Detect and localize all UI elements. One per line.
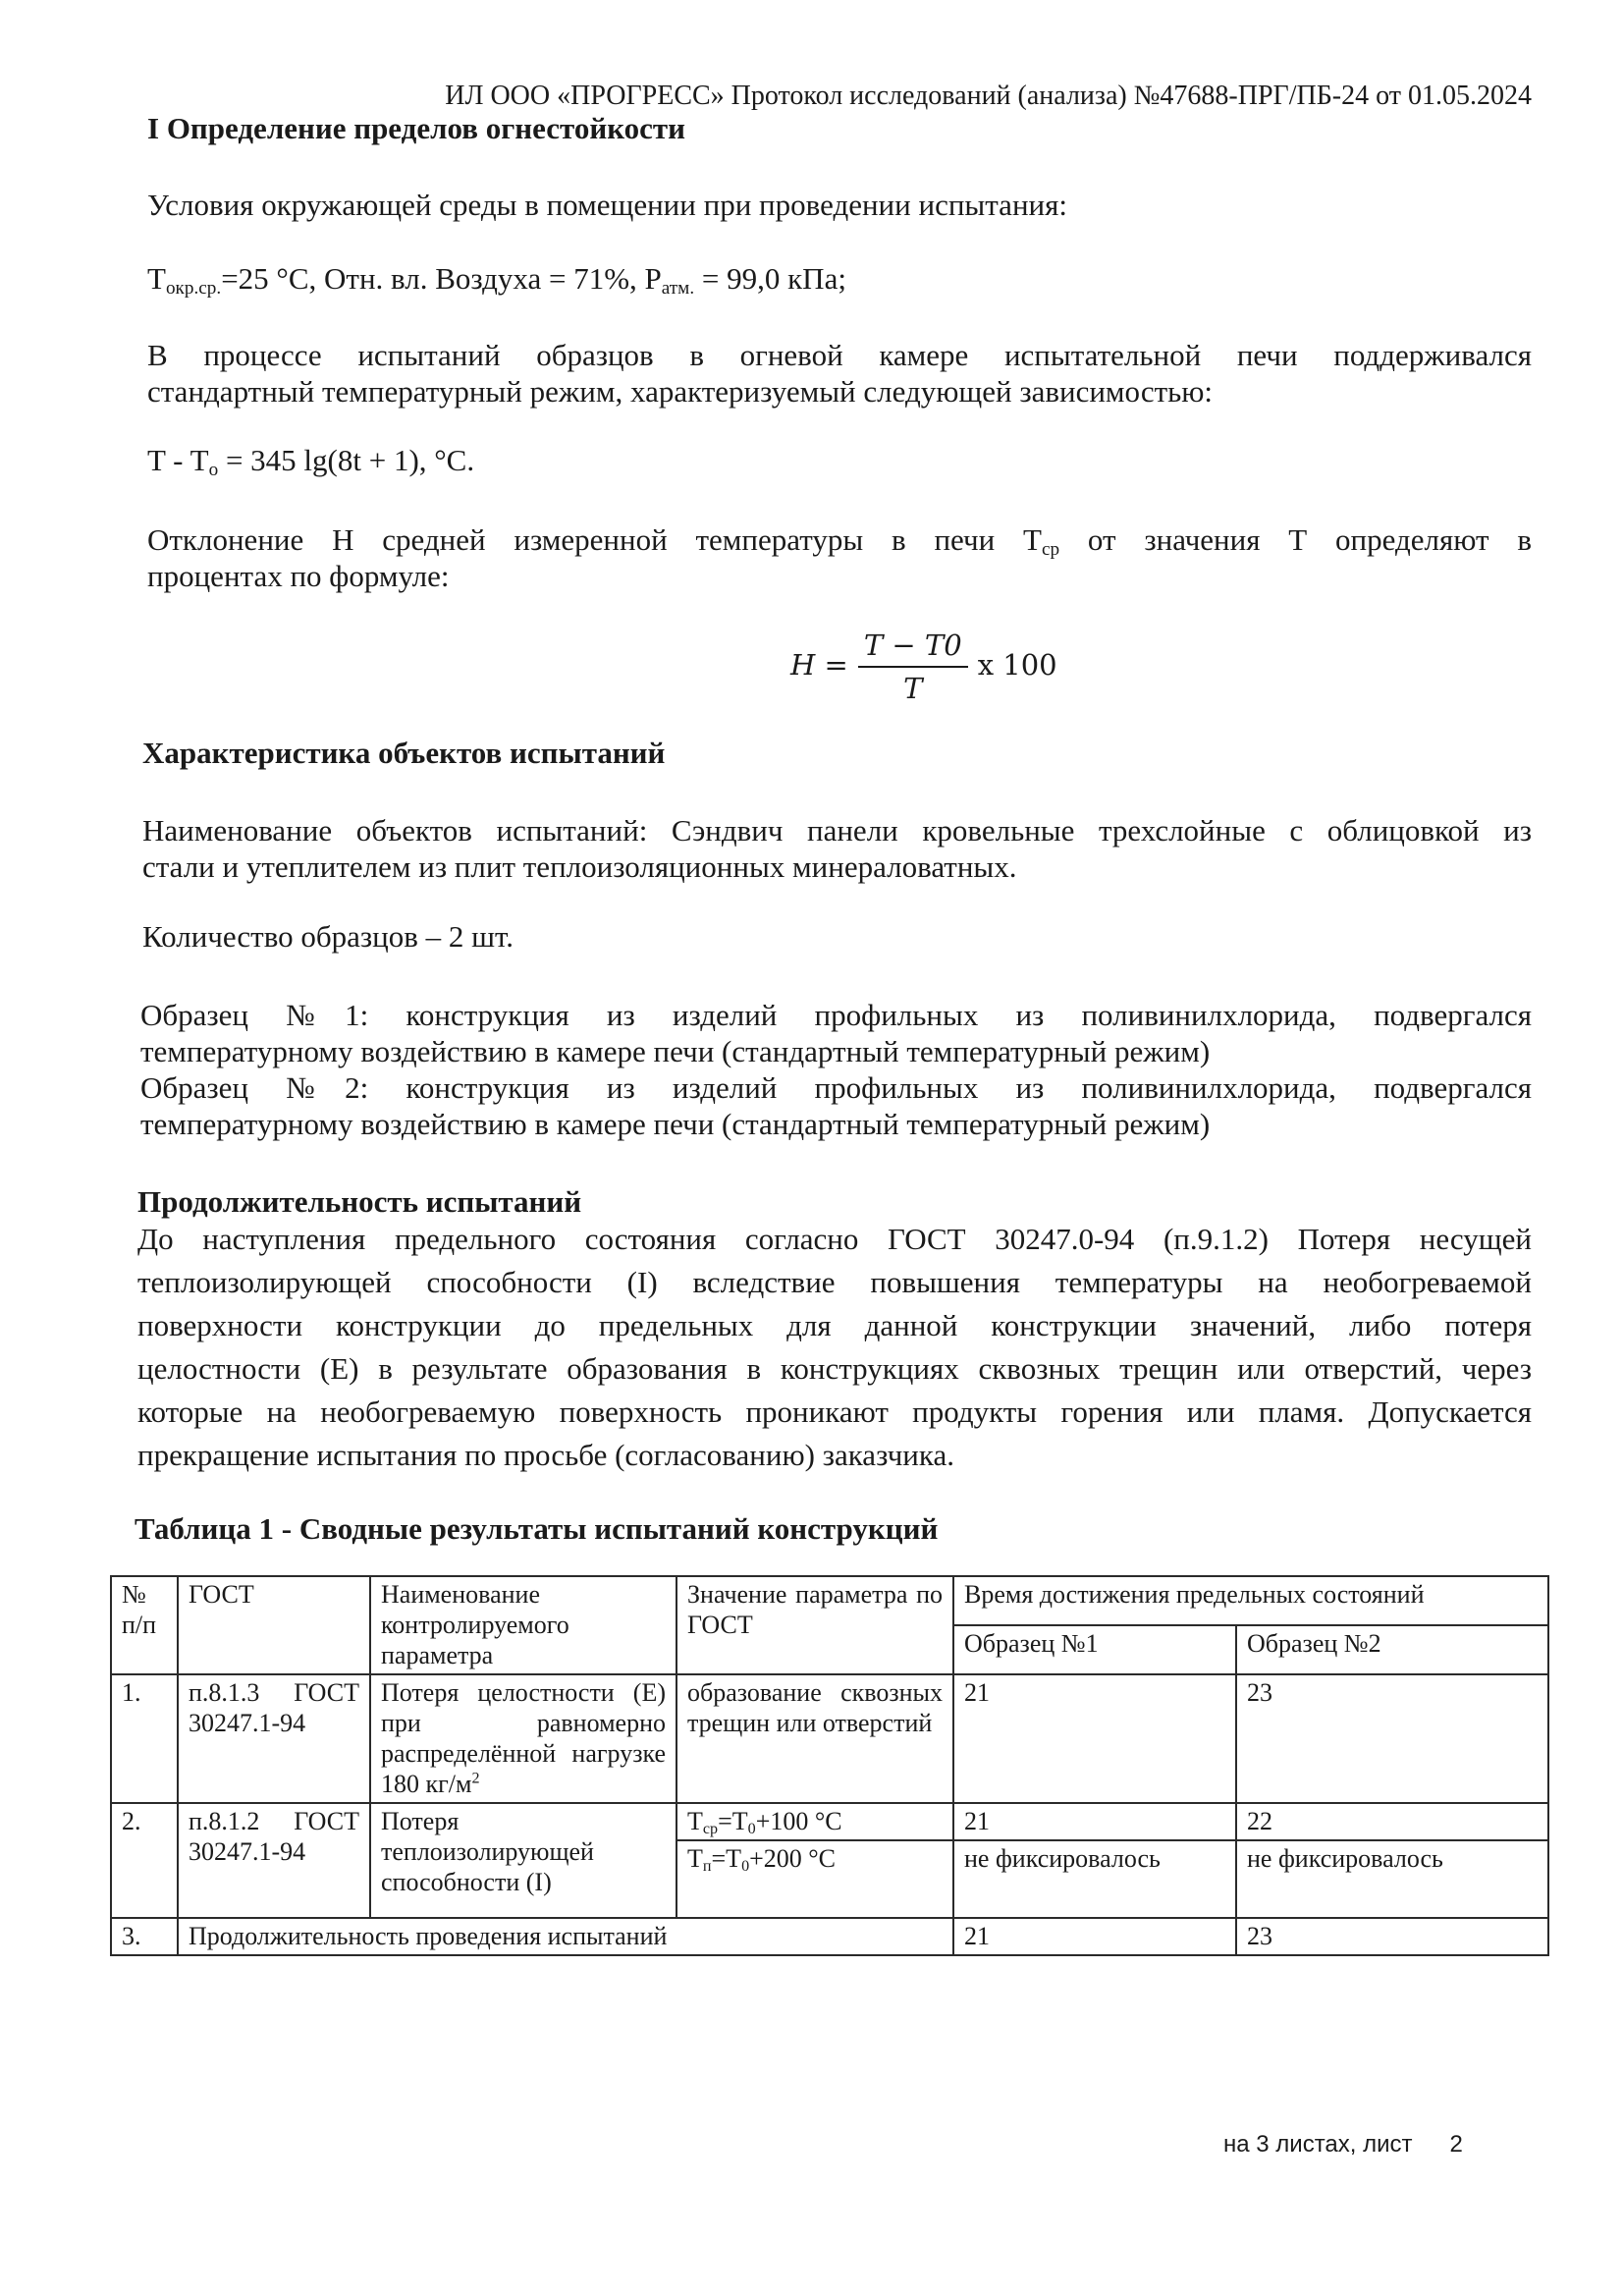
duration-line-5: которые на необогреваемую поверхность проникают продукты горения или пламя. Допускается	[137, 1394, 1532, 1429]
row3-label: Продолжительность проведения испытаний	[178, 1918, 953, 1955]
environment-intro: Условия окружающей среды в помещении при проведении испытания:	[147, 188, 1067, 222]
samples-description	[140, 997, 1532, 1142]
table-row	[111, 1803, 1548, 1840]
deviation-paragraph	[147, 521, 1532, 594]
deviation-formula	[790, 629, 1057, 705]
regime-paragraph	[147, 337, 1532, 410]
table-header-row	[111, 1576, 1548, 1625]
row2-value-1: $T_{ср}=T_0+100$ °С	[676, 1803, 953, 1840]
formula-fraction	[858, 629, 968, 705]
duration-line-1: До наступления предельного состояния согласно ГОСТ 30247.0-94 (п.9.1.2) Потеря несущей	[137, 1222, 1532, 1256]
sample-2-line-2: температурному воздействию в камере печи (стандартный температурный режим)	[140, 1107, 1211, 1141]
header-time: Время достижения предельных состояний	[953, 1576, 1548, 1625]
table-row	[111, 1674, 1548, 1803]
object-name-line-2: стали и утеплителем из плит теплоизоляционных минераловатных.	[142, 849, 1017, 884]
row1-value: образование сквозных трещин или отверстий	[676, 1674, 953, 1803]
header-num: № п/п	[111, 1576, 178, 1674]
object-name-line-1: Наименование объектов испытаний: Сэндвич панели кровельные трехслойные с облицовкой из	[142, 813, 1532, 847]
row2-num: 2.	[111, 1803, 178, 1918]
duration-paragraph	[137, 1218, 1532, 1477]
row2-sample-2-a: 22	[1236, 1803, 1548, 1840]
regime-line-1: В процессе испытаний образцов в огневой камере испытательной печи поддерживался	[147, 338, 1532, 372]
sample-1-line-2: температурному воздействию в камере печи (стандартный температурный режим)	[140, 1034, 1211, 1068]
header-value: Значение параметра по ГОСТ	[676, 1576, 953, 1674]
results-table	[110, 1575, 1549, 1956]
row2-param: Потеря теплоизолирующей способности (I)	[370, 1803, 676, 1918]
row1-sample-1: 21	[953, 1674, 1236, 1803]
header-param: Наименование контролируемого параметра	[370, 1576, 676, 1674]
object-name-paragraph	[142, 812, 1532, 885]
row3-num: 3.	[111, 1918, 178, 1955]
footer-page-number: 2	[1449, 2131, 1463, 2158]
row3-sample-1: 21	[953, 1918, 1236, 1955]
deviation-line-2: процентах по формуле:	[147, 559, 450, 593]
row1-num: 1.	[111, 1674, 178, 1803]
row3-sample-2: 23	[1236, 1918, 1548, 1955]
section-title-duration: Продолжительность испытаний	[137, 1184, 582, 1219]
sample-2-line-1: Образец №2: конструкция из изделий профильных из поливинилхлорида, подвергался	[140, 1070, 1532, 1105]
table-row	[111, 1918, 1548, 1955]
row1-sample-2: 23	[1236, 1674, 1548, 1803]
formula-lhs: H =	[790, 648, 848, 682]
duration-line-6: прекращение испытания по просьбе (согласованию) заказчика.	[137, 1438, 954, 1472]
footer-sheets: на 3 листах, лист	[1223, 2131, 1413, 2158]
header-sample-1: Образец №1	[953, 1625, 1236, 1674]
header-sample-2: Образец №2	[1236, 1625, 1548, 1674]
sample-1-line-1: Образец №1: конструкция из изделий профильных из поливинилхлорида, подвергался	[140, 998, 1532, 1032]
row2-gost: п.8.1.2 ГОСТ 30247.1-94	[178, 1803, 370, 1918]
row1-gost: п.8.1.3 ГОСТ 30247.1-94	[178, 1674, 370, 1803]
temperature-equation: $T - T_o = 345$ lg(8t + 1), °C.	[147, 443, 475, 480]
row2-sample-1-a: 21	[953, 1803, 1236, 1840]
section-title-fire-resistance: I Определение пределов огнестойкости	[147, 111, 686, 145]
duration-line-2: теплоизолирующей способности (I) вследствие повышения температуры на необогреваемой	[137, 1265, 1532, 1299]
formula-rhs: x 100	[977, 648, 1057, 682]
sample-count: Количество образцов – 2 шт.	[142, 919, 514, 954]
row2-sample-2-b: не фиксировалось	[1236, 1840, 1548, 1918]
row2-sample-1-b: не фиксировалось	[953, 1840, 1236, 1918]
table-caption: Таблица 1 - Сводные результаты испытаний конструкций	[135, 1511, 939, 1546]
row1-param: Потеря целостности (Е) при равномерно распределённой нагрузке 180 $кг/м^2$	[370, 1674, 676, 1803]
header-gost: ГОСТ	[178, 1576, 370, 1674]
duration-line-4: целостности (Е) в результате образования в конструкциях сквозных трещин или отверстий, через	[137, 1351, 1532, 1386]
formula-denominator: T	[903, 672, 923, 705]
formula-numerator: T − T0	[858, 629, 968, 668]
section-title-objects: Характеристика объектов испытаний	[142, 736, 666, 770]
environment-conditions: $Т_{окр.ср.}=25$ °С, Отн. вл. Воздуха = 71%, $Р_{атм.} = 99,0$ кПа;	[147, 261, 846, 299]
page-footer	[1223, 2131, 1463, 2159]
row2-value-2: $T_п=T_0+200$ °С	[676, 1840, 953, 1918]
duration-line-3: поверхности конструкции до предельных для данной конструкции значений, либо потеря	[137, 1308, 1532, 1342]
document-header: ИЛ ООО «ПРОГРЕСС» Протокол исследований (анализа) №47688-ПРГ/ПБ-24 от 01.05.2024	[445, 81, 1532, 111]
deviation-line-1: Отклонение Н средней измеренной температуры в печи $T_{ср}$ от значения Т определяют в	[147, 522, 1532, 560]
regime-line-2: стандартный температурный режим, характеризуемый следующей зависимостью:	[147, 374, 1214, 409]
